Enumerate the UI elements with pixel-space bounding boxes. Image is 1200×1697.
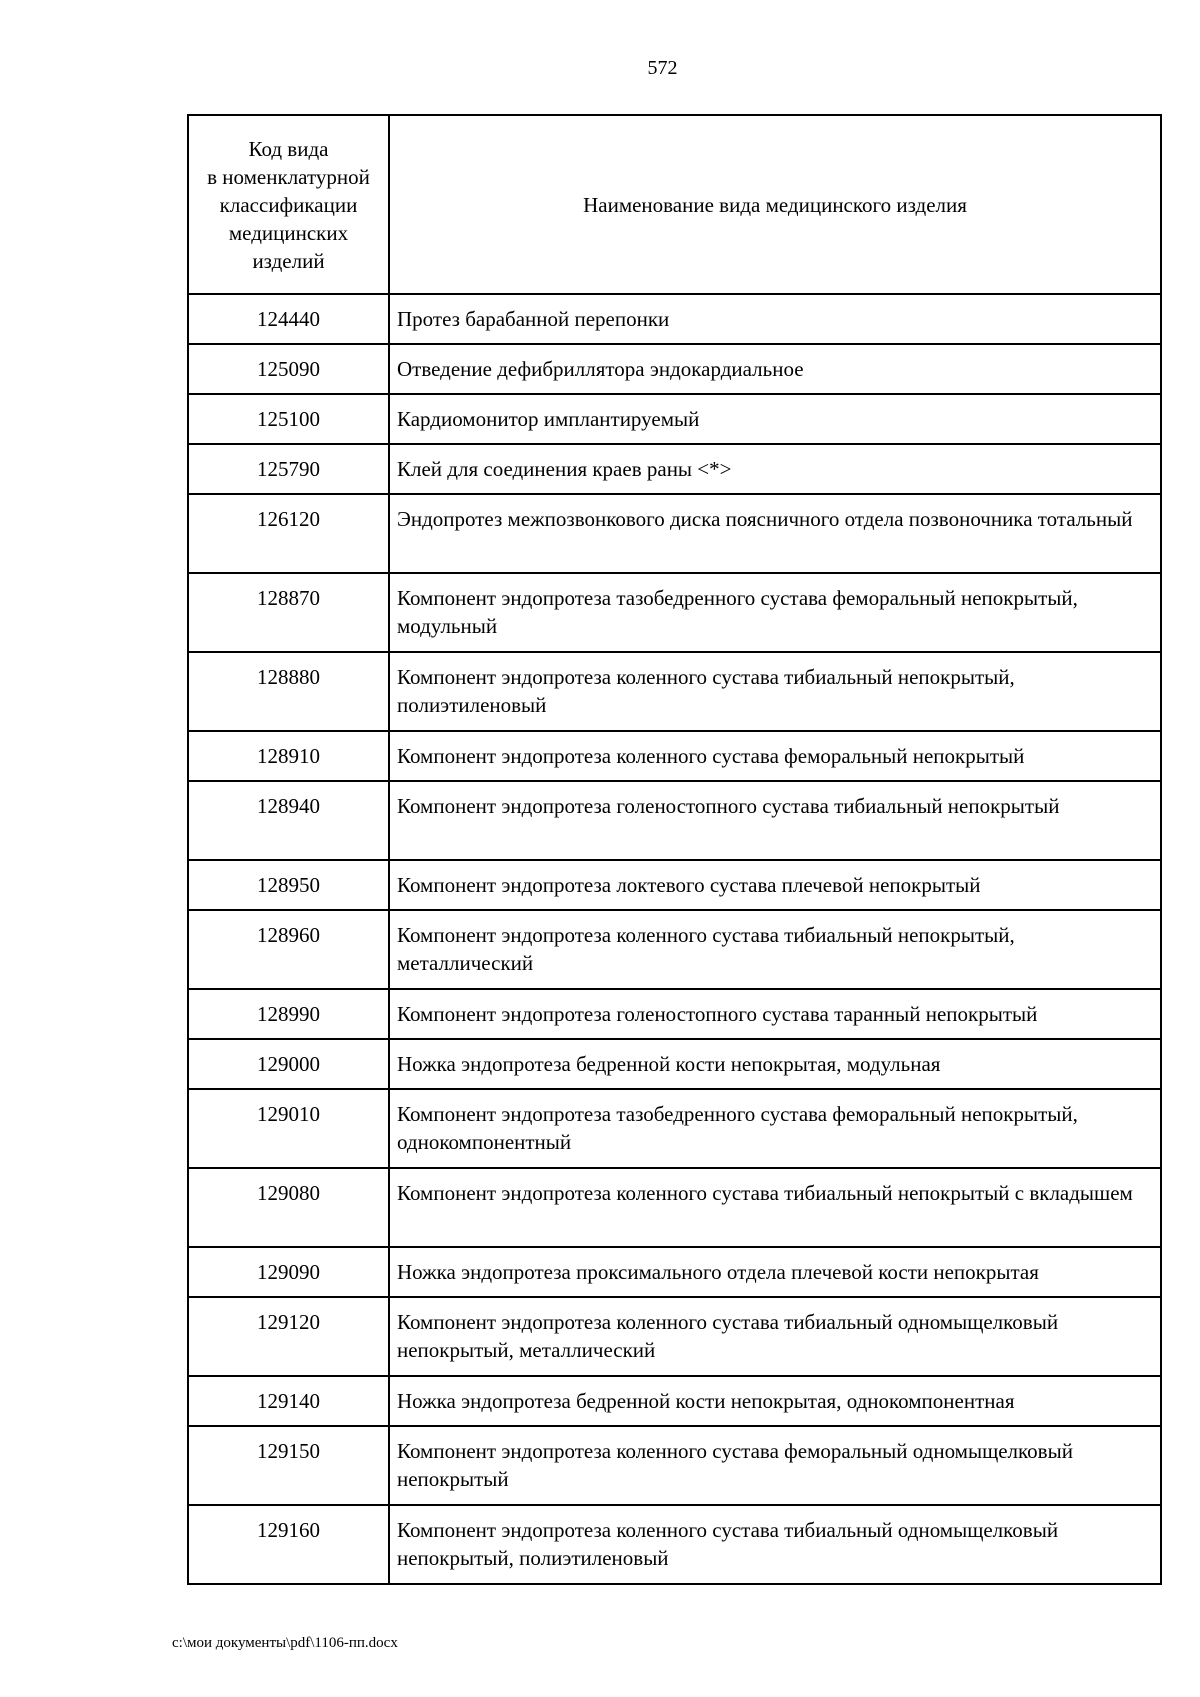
row-name: Кардиомонитор имплантируемый (389, 394, 1161, 444)
row-code: 129000 (188, 1039, 389, 1089)
table-row (188, 1426, 1161, 1505)
table-row (188, 1089, 1161, 1168)
row-code: 129140 (188, 1376, 389, 1426)
page-number: 572 (647, 57, 678, 79)
row-name: Компонент эндопротеза локтевого сустава плечевой непокрытый (389, 860, 1161, 910)
row-name: Компонент эндопротеза коленного сустава тибиальный одномыщелковый непокрытый, металлический (389, 1297, 1161, 1376)
table-row (188, 1247, 1161, 1297)
row-name: Протез барабанной перепонки (389, 294, 1161, 344)
row-name: Компонент эндопротеза коленного сустава тибиальный одномыщелковый непокрытый, полиэтиленовый (389, 1505, 1161, 1584)
row-code: 128940 (188, 781, 389, 860)
row-name: Компонент эндопротеза тазобедренного сустава феморальный непокрытый, модульный (389, 573, 1161, 652)
header-code-line: в номенклатурной (207, 164, 370, 189)
row-name: Компонент эндопротеза голеностопного сустава таранный непокрытый (389, 989, 1161, 1039)
row-name: Отведение дефибриллятора эндокардиальное (389, 344, 1161, 394)
table-row (188, 860, 1161, 910)
header-code (188, 115, 389, 294)
row-code: 128990 (188, 989, 389, 1039)
row-code: 129080 (188, 1168, 389, 1247)
row-name: Эндопротез межпозвонкового диска поясничного отдела позвоночника тотальный (389, 494, 1161, 573)
row-name: Компонент эндопротеза тазобедренного сустава феморальный непокрытый, однокомпонентный (389, 1089, 1161, 1168)
row-name: Компонент эндопротеза коленного сустава феморальный непокрытый (389, 731, 1161, 781)
table-row (188, 989, 1161, 1039)
row-code: 129150 (188, 1426, 389, 1505)
row-code: 128960 (188, 910, 389, 989)
row-code: 124440 (188, 294, 389, 344)
table-row (188, 781, 1161, 860)
header-code-line: изделий (252, 248, 325, 273)
table-header-row (188, 115, 1161, 294)
row-code: 129120 (188, 1297, 389, 1376)
medical-devices-table (187, 114, 1162, 1585)
table-row (188, 1168, 1161, 1247)
table-row (188, 1297, 1161, 1376)
row-code: 126120 (188, 494, 389, 573)
footer-file-path: c:\мои документы\pdf\1106-пп.docx (172, 1635, 398, 1651)
row-code: 129160 (188, 1505, 389, 1584)
row-name: Компонент эндопротеза коленного сустава феморальный одномыщелковый непокрытый (389, 1426, 1161, 1505)
row-name: Компонент эндопротеза коленного сустава тибиальный непокрытый с вкладышем (389, 1168, 1161, 1247)
row-name: Компонент эндопротеза коленного сустава тибиальный непокрытый, полиэтиленовый (389, 652, 1161, 731)
header-code-line: классификации (219, 192, 358, 217)
row-code: 128870 (188, 573, 389, 652)
table-row (188, 652, 1161, 731)
header-code-line: медицинских (228, 220, 349, 245)
table-row (188, 494, 1161, 573)
row-code: 128880 (188, 652, 389, 731)
table-row (188, 910, 1161, 989)
table-row (188, 394, 1161, 444)
row-code: 125100 (188, 394, 389, 444)
table-row (188, 731, 1161, 781)
row-name: Ножка эндопротеза проксимального отдела плечевой кости непокрытая (389, 1247, 1161, 1297)
table-row (188, 1505, 1161, 1584)
row-name: Компонент эндопротеза коленного сустава тибиальный непокрытый, металлический (389, 910, 1161, 989)
row-name: Ножка эндопротеза бедренной кости непокрытая, однокомпонентная (389, 1376, 1161, 1426)
row-code: 128950 (188, 860, 389, 910)
row-code: 125090 (188, 344, 389, 394)
table-row (188, 573, 1161, 652)
table-row (188, 1376, 1161, 1426)
table-row (188, 1039, 1161, 1089)
header-code-line: Код вида (248, 136, 329, 161)
table-row (188, 294, 1161, 344)
row-name: Клей для соединения краев раны <*> (389, 444, 1161, 494)
row-code: 129090 (188, 1247, 389, 1297)
row-code: 128910 (188, 731, 389, 781)
table-row (188, 444, 1161, 494)
row-code: 125790 (188, 444, 389, 494)
row-name: Ножка эндопротеза бедренной кости непокрытая, модульная (389, 1039, 1161, 1089)
row-name: Компонент эндопротеза голеностопного сустава тибиальный непокрытый (389, 781, 1161, 860)
table-row (188, 344, 1161, 394)
header-name: Наименование вида медицинского изделия (389, 115, 1161, 294)
row-code: 129010 (188, 1089, 389, 1168)
